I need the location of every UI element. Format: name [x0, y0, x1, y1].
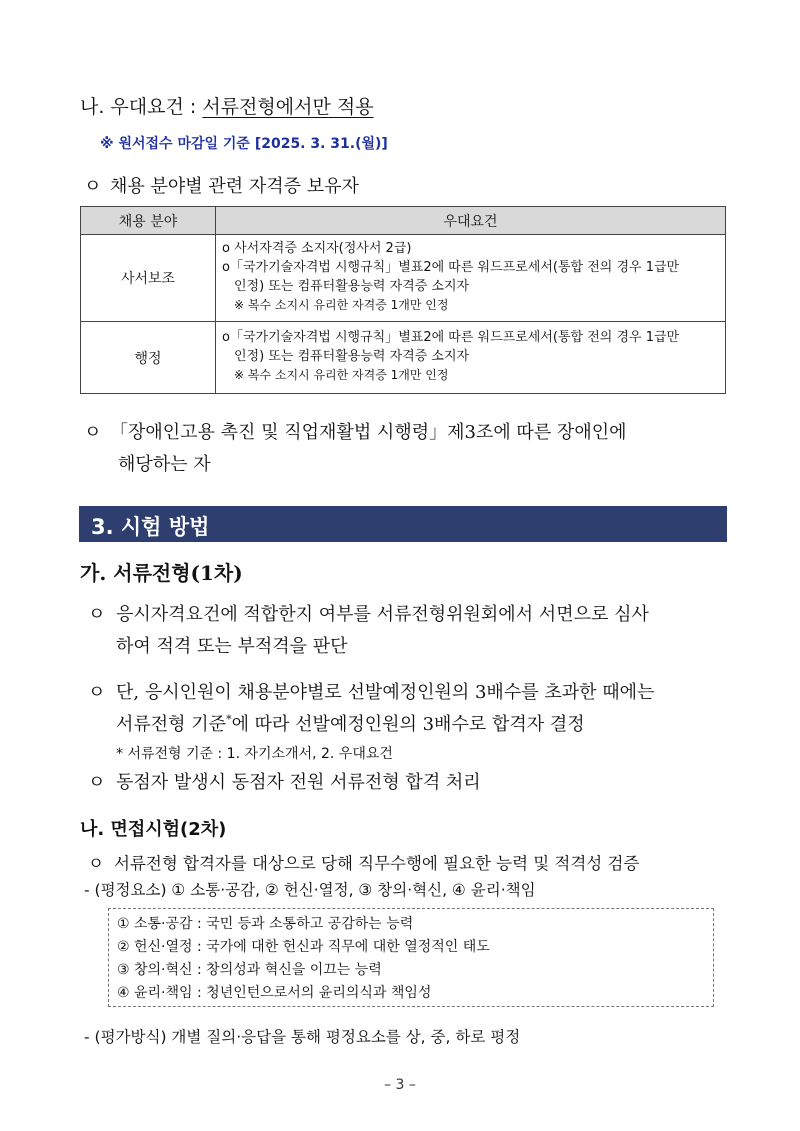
table-header-field: 채용 분야: [81, 207, 216, 235]
table-cell-requirement: [216, 235, 726, 322]
deadline-note: ※ 원서접수 마감일 기준 [2025. 3. 31.(월)]: [100, 136, 388, 152]
bullet-cert-text: 채용 분야별 관련 자격증 보유자: [110, 176, 359, 197]
table-cell-field: 사서보조: [81, 235, 216, 322]
table-cell-requirement: [216, 322, 726, 394]
table-header-row: [81, 207, 726, 235]
interview-heading: 나. 면접시험(2차): [80, 819, 227, 840]
page-number: – 3 –: [384, 1077, 416, 1093]
section-title: 3. 시험 방법: [91, 515, 210, 539]
doc-bullet-2-line2a: 서류전형 기준: [116, 714, 227, 735]
method-line: - (평가방식) 개별 질의·응답을 통해 평정요소를 상, 중, 하로 평정: [84, 1028, 521, 1046]
doc-bullet-3: [88, 768, 481, 794]
bullet-mark: ㅇ: [88, 854, 104, 873]
interview-bullet-1-text: 서류전형 합격자를 대상으로 당해 직무수행에 필요한 능력 및 적격성 검증: [114, 854, 640, 873]
section-title-bar: [79, 506, 727, 542]
requirement-line: o「국가기술자격법 시행규칙」별표2에 따른 워드프로세서(통합 전의 경우 1급만: [222, 260, 680, 275]
table-cell-field: 행정: [81, 322, 216, 394]
preferential-heading: [80, 92, 374, 119]
bullet-disabled-line2: 해당하는 자: [118, 454, 211, 475]
doc-bullet-2-line2b: 에 따라 선발예정인원의 3배수로 합격자 결정: [231, 714, 585, 735]
bullet-mark: ㅇ: [88, 604, 106, 625]
bullet-cert: [84, 172, 359, 198]
requirement-line: o「국가기술자격법 시행규칙」별표2에 따른 워드프로세서(통합 전의 경우 1급만: [222, 330, 680, 345]
criteria-item: ④ 윤리·책임 : 청년인턴으로서의 윤리의식과 책임성: [117, 985, 432, 1001]
table-row: [81, 322, 726, 394]
document-screening-heading: 가. 서류전형(1차): [80, 561, 243, 585]
table-row: [81, 235, 726, 322]
doc-bullet-2-line1: 단, 응시인원이 채용분야별로 선발예정인원의 3배수를 초과한 때에는: [116, 682, 655, 703]
interview-bullet-1: [88, 850, 639, 874]
requirement-line: 인정) 또는 컴퓨터활용능력 자격증 소지자: [234, 279, 470, 294]
preferential-heading-prefix: 나. 우대요건 :: [80, 96, 203, 118]
doc-bullet-2: [88, 678, 654, 704]
doc-bullet-1-line1: 응시자격요건에 적합한지 여부를 서류전형위원회에서 서면으로 심사: [116, 604, 649, 625]
doc-bullet-1: [88, 600, 649, 626]
bullet-mark: ㅇ: [84, 422, 102, 443]
doc-bullet-2-line2: [116, 710, 585, 736]
requirement-line: 인정) 또는 컴퓨터활용능력 자격증 소지자: [234, 349, 470, 364]
requirement-note: ※ 복수 소지시 유리한 자격증 1개만 인정: [234, 368, 449, 382]
requirement-line: o 사서자격증 소지자(정사서 2급): [222, 241, 412, 256]
bullet-mark: ㅇ: [88, 772, 106, 793]
doc-bullet-1-line2: 하여 적격 또는 부적격을 판단: [116, 636, 348, 657]
table-header-requirement: 우대요건: [216, 207, 726, 235]
criteria-item: ③ 창의·혁신 : 창의성과 혁신을 이끄는 능력: [117, 962, 382, 978]
criteria-box: [108, 908, 714, 1007]
doc-bullet-3-text: 동점자 발생시 동점자 전원 서류전형 합격 처리: [116, 772, 481, 793]
criteria-item: ② 헌신·열정 : 국가에 대한 헌신과 직무에 대한 열정적인 태도: [117, 939, 490, 955]
doc-footnote: * 서류전형 기준 : 1. 자기소개서, 2. 우대요건: [116, 746, 393, 762]
criteria-item: ① 소통·공감 : 국민 등과 소통하고 공감하는 능력: [117, 916, 414, 932]
bullet-mark: ㅇ: [88, 682, 106, 703]
preferential-heading-underlined: 서류전형에서만 적용: [202, 96, 374, 118]
criteria-line: - (평정요소) ① 소통·공감, ② 헌신·열정, ③ 창의·혁신, ④ 윤리·책임: [84, 881, 536, 899]
bullet-mark: ㅇ: [84, 176, 102, 197]
bullet-disabled: [84, 418, 626, 444]
bullet-disabled-line1: 「장애인고용 촉진 및 직업재활법 시행령」제3조에 따른 장애인에: [110, 422, 627, 443]
footnote-mark: *: [226, 713, 232, 726]
requirement-note: ※ 복수 소지시 유리한 자격증 1개만 인정: [234, 298, 449, 312]
preferential-table: [80, 206, 726, 394]
